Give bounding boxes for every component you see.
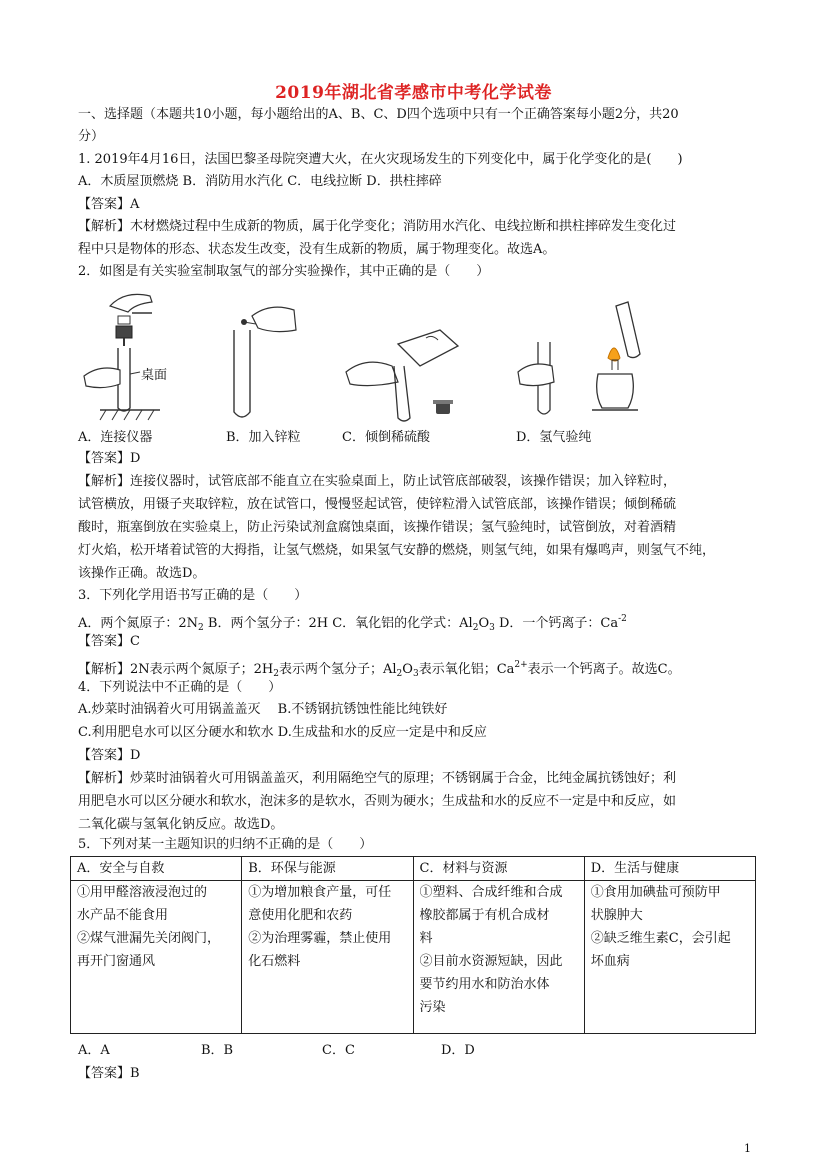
q2-stem: 2．如图是有关实验室制取氢气的部分实验操作，其中正确的是（ ） [78, 264, 490, 279]
figure-add-zinc [222, 300, 302, 422]
q3-stem: 3．下列化学用语书写正确的是（ ） [78, 588, 308, 603]
q1-options: A．木质屋顶燃烧 B．消防用水汽化 C．电线拉断 D．拱柱摔碎 [78, 174, 442, 189]
q4-options-cd: C.利用肥皂水可以区分硬水和软水 D.生成盐和水的反应一定是中和反应 [78, 725, 487, 740]
q2-analysis-line1: 【解析】连接仪器时，试管底部不能直立在实验桌面上，防止试管底部破裂，该操作错误；加入锌粒时， [78, 474, 677, 489]
q3-options: A．两个氮原子：$2N_2$ B．两个氢分子：2H C．氧化铝的化学式：$Al_2O_3$ D．一个钙离子：$Ca^{-2}$ [78, 614, 627, 633]
header-cell: A．安全与自救 [71, 857, 242, 881]
q4-analysis-line3: 二氧化碳与氢氧化钠反应。故选D。 [78, 817, 284, 832]
q2-analysis-line4: 灯火焰，松开堵着试管的大拇指，让氢气燃烧，如果氢气安静的燃烧，则氢气纯，如果有爆鸣声，则氢气不纯， [78, 543, 716, 558]
header-cell: D．生活与健康 [584, 857, 755, 881]
figure-pour-acid [340, 326, 470, 422]
section-heading-line1: 一、选择题（本题共10小题，每小题给出的A、B、C、D四个选项中只有一个正确答案每小题2分，共20 [78, 107, 679, 122]
q2-analysis-line3: 酸时，瓶塞倒放在实验桌上，防止污染试剂盒腐蚀桌面，该操作错误；氢气验纯时，试管倒放，对着酒精 [78, 520, 677, 535]
figure-hydrogen-test [516, 298, 656, 422]
table-header-row [71, 857, 756, 881]
q3-answer: 【答案】C [78, 634, 140, 649]
page-title: 2019年湖北省孝感市中考化学试卷 [275, 83, 552, 103]
q1-answer: 【答案】A [78, 197, 140, 212]
q4-analysis-line2: 用肥皂水可以区分硬水和软水，泡沫多的是软水，否则为硬水；生成盐和水的反应不一定是中和反应，如 [78, 794, 677, 809]
header-cell: B．环保与能源 [242, 857, 413, 881]
desk-label: 桌面 [141, 368, 168, 383]
page-number: 1 [744, 1142, 751, 1155]
q5-stem: 5．下列对某一主题知识的归纳不正确的是（ ） [78, 837, 373, 852]
q4-options-ab: A.炒菜时油锅着火可用锅盖盖灭 B.不锈钢抗锈蚀性能比纯铁好 [78, 702, 448, 717]
table-cell-b: ①为增加粮食产量，可任 意使用化肥和农药 ②为治理雾霾，禁止使用 化石燃料 [242, 881, 413, 1034]
q3-analysis: 【解析】2N表示两个氮原子；$2H_2$表示两个氢分子；$Al_2O_3$表示氧化铝；$Ca^{2+}$表示一个钙离子。故选C。 [78, 660, 681, 679]
caption-a: A．连接仪器 [78, 430, 153, 445]
q2-analysis-line2: 试管横放，用镊子夹取锌粒，放在试管口，慢慢竖起试管，使锌粒滑入试管底部，该操作错误；倾倒稀硫 [78, 497, 677, 512]
table-cell-d: ①食用加碘盐可预防甲 状腺肿大 ②缺乏维生素C，会引起 坏血病 [584, 881, 755, 1034]
table-row [71, 881, 756, 1034]
q5-option-c: C．C [322, 1043, 355, 1058]
knowledge-table [70, 856, 756, 1034]
q2-answer: 【答案】D [78, 451, 141, 466]
figure-connect-apparatus [80, 288, 190, 422]
q5-answer: 【答案】B [78, 1066, 140, 1081]
caption-b: B．加入锌粒 [226, 430, 301, 445]
caption-c: C．倾倒稀硫酸 [342, 430, 430, 445]
table-cell-a: ①用甲醛溶液浸泡过的 水产品不能食用 ②煤气泄漏先关闭阀门， 再开门窗通风 [71, 881, 242, 1034]
header-cell: C．材料与资源 [413, 857, 584, 881]
table-cell-c: ①塑料、合成纤维和合成 橡胶都属于有机合成材 料 ②目前水资源短缺，因此 要节约用水和防治水体 污染 [413, 881, 584, 1034]
q4-analysis-line1: 【解析】炒菜时油锅着火可用锅盖盖灭，利用隔绝空气的原理；不锈钢属于合金，比纯金属抗锈蚀好；利 [78, 771, 677, 786]
q4-answer: 【答案】D [78, 748, 141, 763]
caption-d: D．氢气验纯 [516, 430, 592, 445]
q2-analysis-line5: 该操作正确。故选D。 [78, 566, 206, 581]
section-heading-line2: 分） [78, 129, 105, 144]
q1-analysis-line2: 程中只是物体的形态、状态发生改变，没有生成新的物质，属于物理变化。故选A。 [78, 242, 556, 257]
q5-option-a: A．A [78, 1043, 110, 1058]
q5-option-b: B．B [201, 1043, 234, 1058]
q4-stem: 4．下列说法中不正确的是（ ） [78, 680, 282, 695]
q1-analysis-line1: 【解析】木材燃烧过程中生成新的物质，属于化学变化；消防用水汽化、电线拉断和拱柱摔碎发生变化过 [78, 219, 677, 234]
q5-option-d: D．D [441, 1043, 475, 1058]
q1-stem: 1. 2019年4月16日，法国巴黎圣母院突遭大火，在火灾现场发生的下列变化中，属于化学变化的是( ) [78, 152, 683, 167]
